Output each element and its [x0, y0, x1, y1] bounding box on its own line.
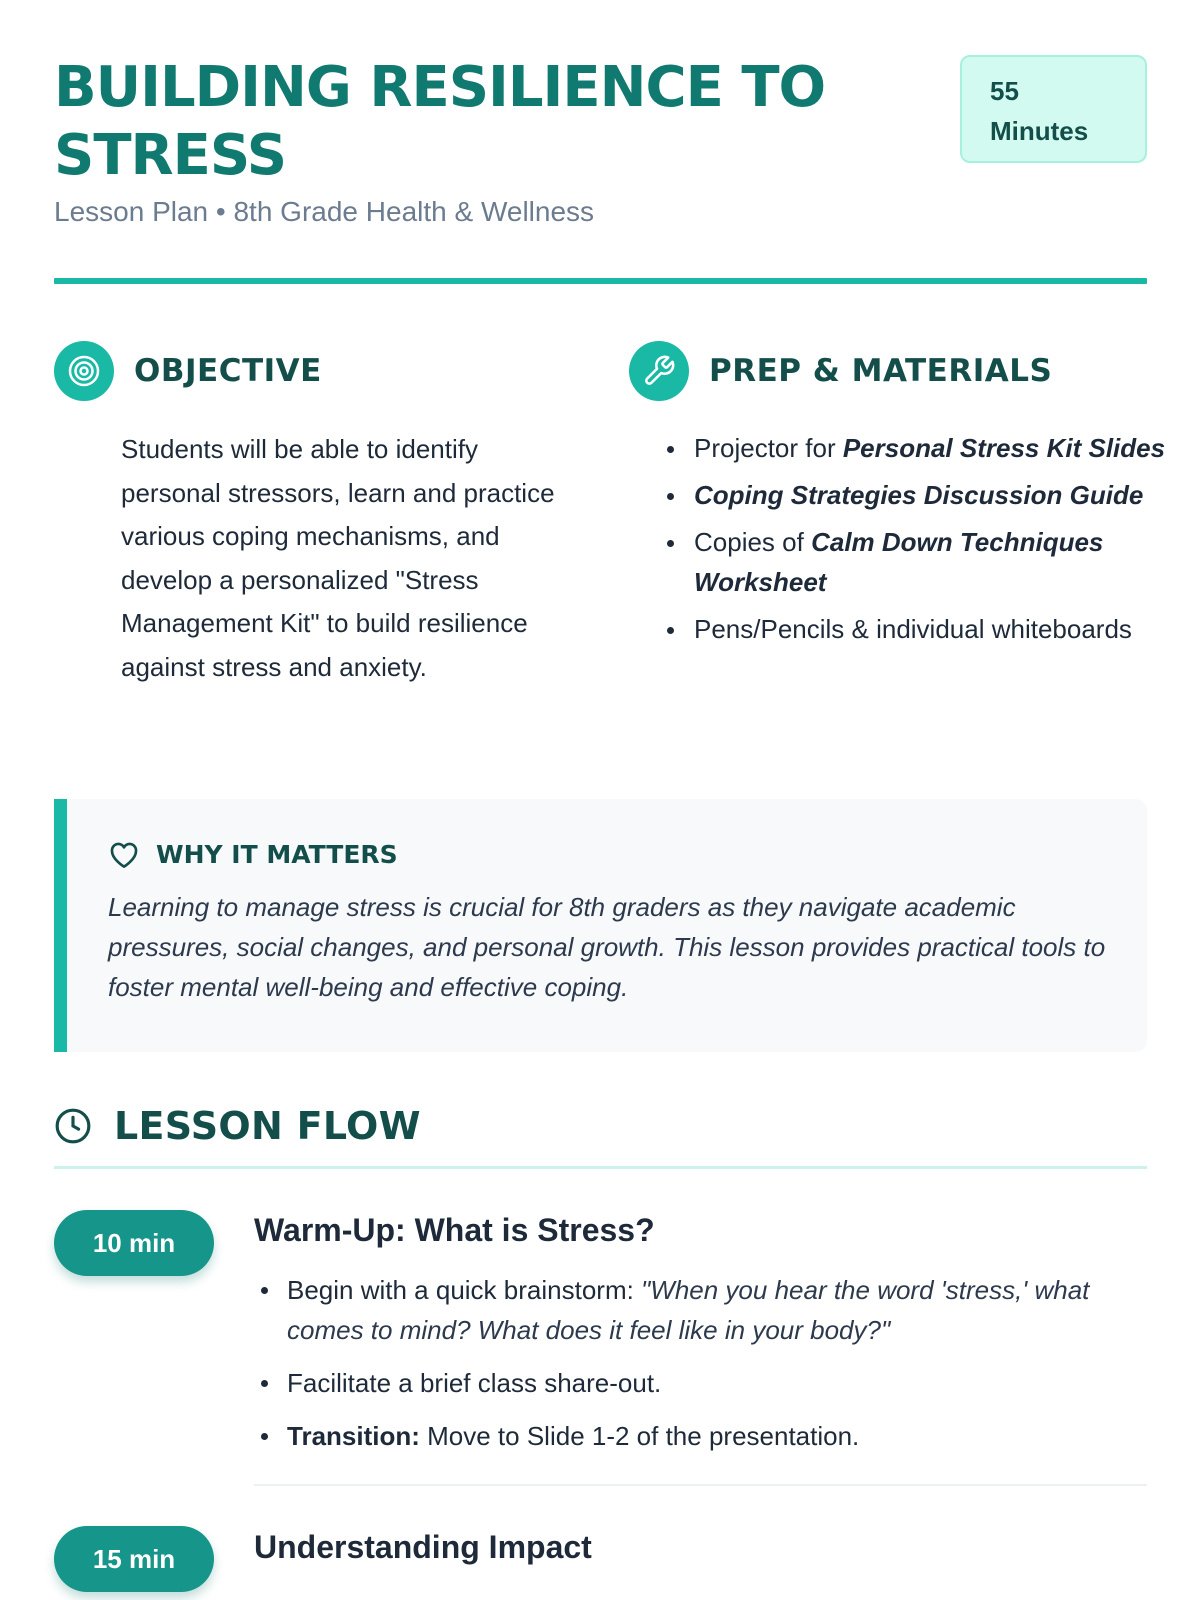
list-item [694, 428, 1200, 468]
materials-heading [629, 341, 1052, 401]
step-divider [254, 1484, 1147, 1486]
why-heading [108, 839, 1107, 869]
list-item [254, 1270, 1147, 1350]
materials-list [694, 428, 1200, 656]
list-item [694, 522, 1200, 602]
material-emphasis: Coping Strategies Discussion Guide [694, 480, 1144, 510]
wrench-icon [629, 341, 689, 401]
why-text: Learning to manage stress is crucial for 8th graders as they navigate academic pressures, social changes, and personal growth. This lesson provides practical tools to foster mental well-being and effective coping. [108, 892, 1106, 1002]
list-item [254, 1363, 1147, 1403]
overview-columns [54, 284, 1166, 799]
clock-icon [54, 1107, 92, 1145]
list-item [254, 1416, 1147, 1456]
step-text: Facilitate a brief class share-out. [287, 1368, 662, 1398]
why-title: WHY IT MATTERS [156, 839, 398, 869]
step-title: Understanding Impact [254, 1529, 592, 1565]
why-it-matters-callout [54, 799, 1147, 1052]
lesson-step [54, 1210, 1147, 1456]
duration-unit: Minutes [990, 116, 1089, 146]
duration-number: 55 [990, 76, 1019, 106]
step-time-pill: 15 min [54, 1526, 214, 1592]
step-time-pill: 10 min [54, 1210, 214, 1276]
materials-title: PREP & MATERIALS [709, 353, 1053, 389]
objective-text: Students will be able to identify personal stressors, learn and practice various coping mechanisms, and develop a personalized "Stress Management Kit" to build resilience against stress and anxiety. [121, 434, 555, 682]
lesson-flow-heading [54, 1104, 1147, 1148]
header [54, 0, 1147, 284]
lesson-flow-divider [54, 1166, 1147, 1169]
objective-title: OBJECTIVE [134, 353, 322, 389]
target-icon [54, 341, 114, 401]
heart-icon [108, 839, 140, 869]
material-prefix: Pens/Pencils & individual whiteboards [694, 614, 1132, 644]
page-subtitle: Lesson Plan • 8th Grade Health & Wellness [54, 196, 595, 227]
page-title: BUILDING RESILIENCE TO STRESS [54, 55, 826, 188]
list-item [694, 609, 1200, 649]
step-title: Warm-Up: What is Stress? [254, 1212, 655, 1248]
objective-heading [54, 341, 322, 401]
material-emphasis: Calm Down Techniques Worksheet [694, 527, 1104, 597]
step-text: Move to Slide 1-2 of the presentation. [419, 1421, 860, 1451]
step-label: Transition: [287, 1421, 420, 1451]
lesson-flow-title: LESSON FLOW [114, 1104, 421, 1148]
step-quote: "When you hear the word 'stress,' what comes to mind? What does it feel like in your body?" [287, 1275, 1090, 1345]
list-item [694, 475, 1200, 515]
lesson-step [54, 1527, 1147, 1574]
step-list [254, 1270, 1147, 1456]
step-text: Begin with a quick brainstorm: [287, 1275, 642, 1305]
material-prefix: Copies of [694, 527, 812, 557]
material-prefix: Projector for [694, 433, 843, 463]
duration-badge [960, 55, 1147, 163]
material-emphasis: Personal Stress Kit Slides [842, 433, 1166, 463]
